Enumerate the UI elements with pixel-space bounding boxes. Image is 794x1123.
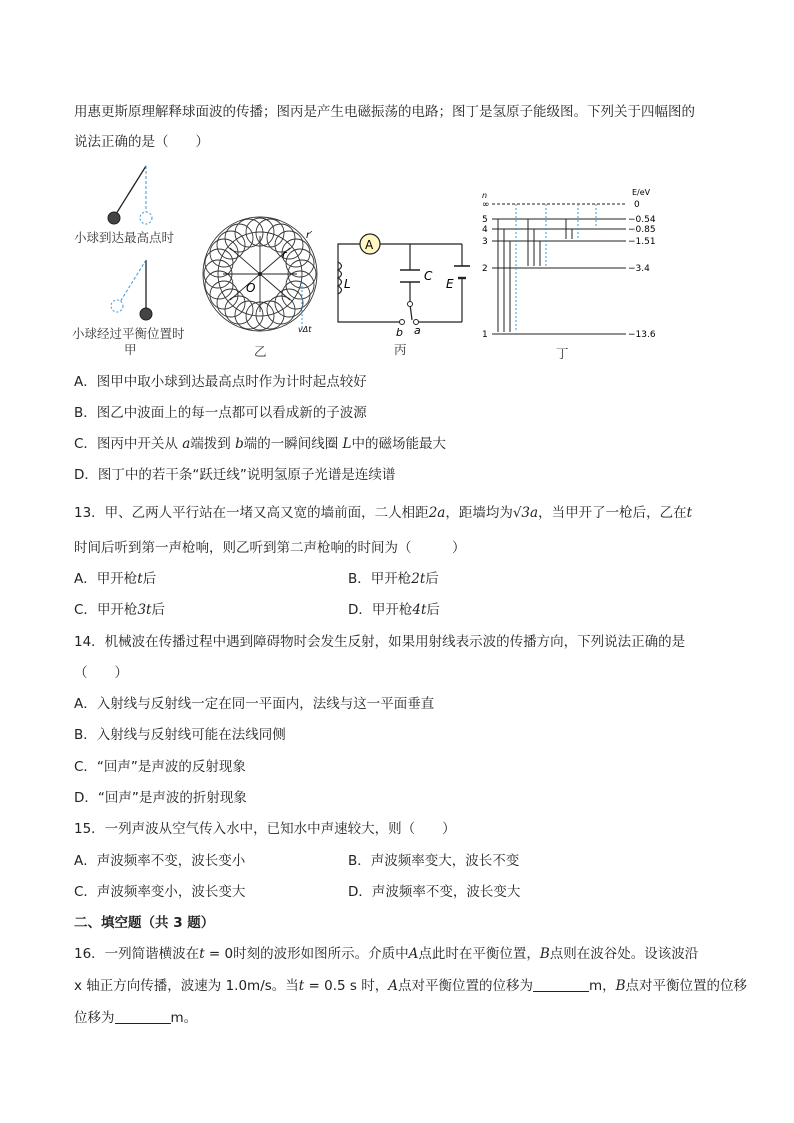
n-inf: ∞ [482,200,490,210]
figure-bing [330,226,470,360]
q12-stem-line1: 用惠更斯原理解释球面波的传播；图丙是产生电磁振荡的电路；图丁是氢原子能级图。下列关于四幅图的 [74,104,695,120]
n-2: 2 [482,264,488,274]
label-L: L [344,277,351,291]
q13-option-d[interactable]: D．甲开枪4t后 [348,602,440,618]
label-a: a [414,324,421,337]
q14-option-c[interactable]: C．“回声”是声波的反射现象 [74,759,246,775]
n-4: 4 [482,225,488,235]
q15-option-a[interactable]: A．声波频率不变，波长变小 [74,853,246,869]
circuit-wires [338,244,462,322]
E-5: −0.54 [628,215,656,225]
wave-center [258,272,262,276]
q14-stem-line2: （ ） [74,665,128,681]
q12-option-d[interactable]: D．图丁中的若干条“跃迁线”说明氢原子光谱是连续谱 [74,467,396,483]
q13-stem-line1: 13．甲、乙两人平行站在一堵又高又宽的墙前面，二人相距2a，距墙均为√3a，当甲开了一枪后，乙在t [74,505,693,521]
q13-option-c[interactable]: C．甲开枪3t后 [74,602,165,618]
label-E-eV: E/eV [632,188,651,197]
pendulum-ghost-ball-top [140,212,152,224]
pendulum-ghost-ball-bottom [111,300,123,312]
n-5: 5 [482,215,488,225]
pendulum-ball-top [108,212,120,224]
label-vdt: vΔt [298,325,312,334]
pendulum-displaced-line-bottom [120,260,146,302]
label-A: A [365,238,374,252]
label-r: r [282,248,287,261]
pendulum-string-top [116,166,146,214]
switch-pivot [408,302,413,307]
label-C: C [424,269,433,283]
q12-option-b[interactable]: B．图乙中波面上的每一点都可以看成新的子波源 [74,405,367,421]
E-2: −3.4 [628,264,650,274]
figure-jia [60,160,200,360]
fig-bing-label: 丙 [394,342,407,357]
q16-line3: 位移为 m。 [74,1010,198,1026]
answer-blank-1[interactable] [533,977,589,992]
label-r-prime: r′ [306,230,313,241]
E-inf: 0 [634,200,640,210]
q13-stem-line2: 时间后听到第一声枪响，则乙听到第二声枪响的时间为（ ） [74,540,466,556]
section-2-title: 二、填空题（共 3 题） [74,915,215,931]
label-n: n [482,191,488,200]
figure-yi [198,212,322,360]
q15-option-d[interactable]: D．声波频率不变，波长变大 [348,884,521,900]
q14-stem-line1: 14．机械波在传播过程中遇到障碍物时会发生反射，如果用射线表示波的传播方向，下列说法正确的是 [74,634,686,650]
label-b: b [396,326,403,339]
fig-ding-label: 丁 [556,346,569,361]
fig-jia-caption-bottom: 小球经过平衡位置时 [72,326,185,341]
label-O: O [246,281,256,295]
q13-option-b[interactable]: B．甲开枪2t后 [348,571,439,587]
q16-line1: 16．一列简谐横波在t = 0时刻的波形如图所示。介质中A点此时在平衡位置，B点则在波谷处。设该波沿 [74,946,699,962]
q15-option-c[interactable]: C．声波频率变小，波长变大 [74,884,246,900]
E-4: −0.85 [628,225,656,235]
label-E: E [446,277,454,291]
E-3: −1.51 [628,237,656,247]
q12-option-c[interactable]: C．图丙中开关从 a端拨到 b端的一瞬间线圈 L中的磁场能最大 [74,436,447,452]
q16-line2: x 轴正方向传播，波速为 1.0m/s。当t = 0.5 s 时，A点对平衡位置的位移为 m，B点对平衡位置的位移 [74,978,748,994]
figure-ding [476,186,676,362]
pendulum-ball-bottom [140,308,152,320]
switch-contact-b [400,320,405,325]
answer-blank-2[interactable] [115,1009,171,1024]
n-3: 3 [482,237,488,247]
transition-lines [498,219,572,332]
q14-option-d[interactable]: D．“回声”是声波的折射现象 [74,790,247,806]
E-1: −13.6 [628,330,656,340]
fig-yi-label: 乙 [254,344,267,359]
q14-option-a[interactable]: A．入射线与反射线一定在同一平面内，法线与这一平面垂直 [74,696,435,712]
q15-stem: 15．一列声波从空气传入水中，已知水中声速较大，则（ ） [74,821,456,837]
q12-option-a[interactable]: A．图甲中取小球到达最高点时作为计时起点较好 [74,374,367,390]
fig-jia-caption-top: 小球到达最高点时 [74,230,175,245]
q12-stem-line2: 说法正确的是（ ） [74,134,209,150]
q13-option-a[interactable]: A．甲开枪t后 [74,571,157,587]
q15-option-b[interactable]: B．声波频率变大，波长不变 [348,853,520,869]
n-1: 1 [482,330,488,340]
q14-option-b[interactable]: B．入射线与反射线可能在法线同侧 [74,727,286,743]
fig-jia-label: 甲 [124,342,137,357]
